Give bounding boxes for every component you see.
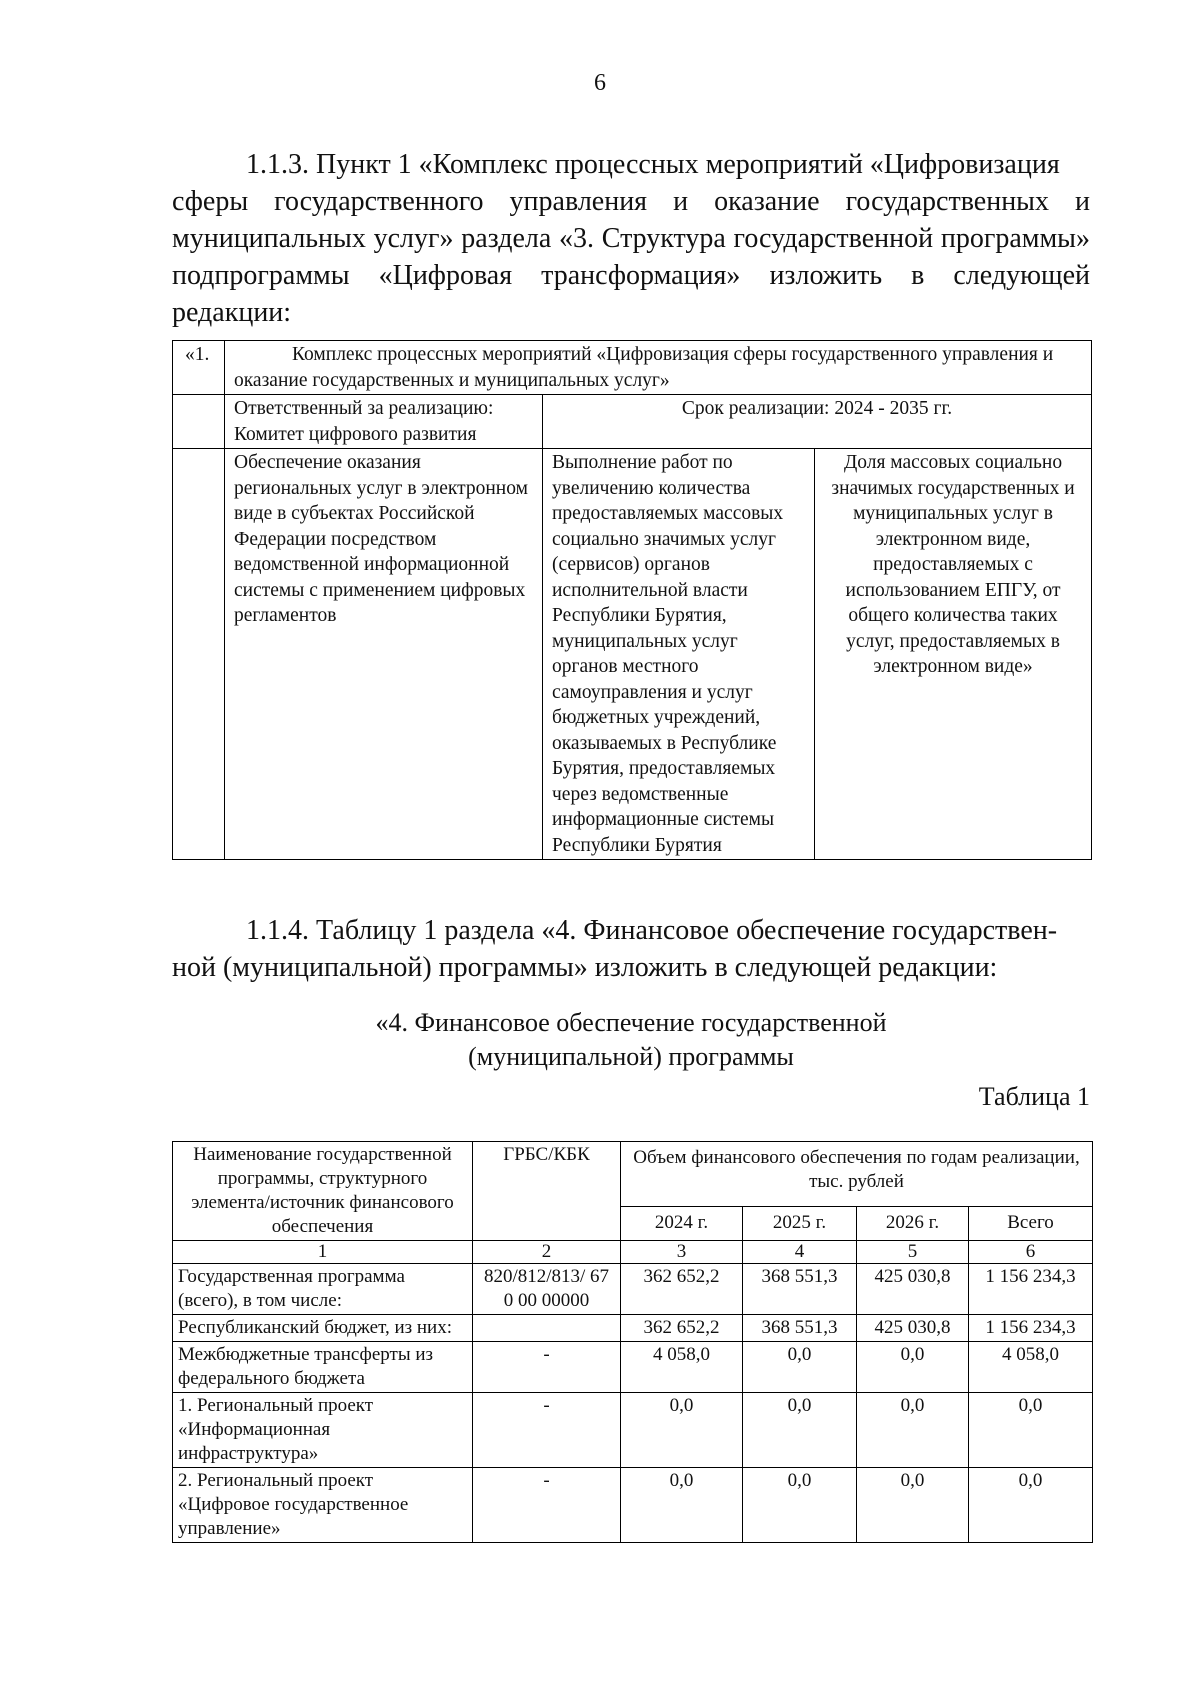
paragraph-1-1-3 [172, 146, 1090, 331]
row-name: Государственная программа (всего), в том числе: [173, 1264, 473, 1315]
row-name: 2. Региональный проект «Цифровое государственное управление» [173, 1468, 473, 1543]
empty-cell [173, 395, 225, 449]
structure-row-number: «1. [173, 341, 225, 395]
row-name: Республиканский бюджет, из них: [173, 1315, 473, 1342]
row-code: 820/812/813/ 67 0 00 00000 [473, 1264, 621, 1315]
row-code: - [473, 1393, 621, 1468]
finance-table [172, 1141, 1093, 1543]
row-total: 0,0 [969, 1393, 1093, 1468]
table-row [173, 1468, 1093, 1543]
program-structure-table [172, 340, 1092, 860]
row-2025: 0,0 [743, 1342, 857, 1393]
row-name: 1. Региональный проект «Информационная инфраструктура» [173, 1393, 473, 1468]
section-title [172, 1006, 1090, 1074]
row-2024: 0,0 [621, 1393, 743, 1468]
row-2026: 0,0 [857, 1342, 969, 1393]
paragraph-1-1-3-first-line: 1.1.3. Пункт 1 «Комплекс процессных мероприятий «Цифровизация [246, 149, 1060, 180]
structure-title: Комплекс процессных мероприятий «Цифровизация сферы государственного управления и оказание государственных и муниципальных услуг» [225, 341, 1092, 395]
table-row [173, 1315, 1093, 1342]
row-2026: 0,0 [857, 1393, 969, 1468]
row-total: 1 156 234,3 [969, 1264, 1093, 1315]
section-title-line-1: «4. Финансовое обеспечение государственной [375, 1008, 887, 1037]
header-volume: Объем финансового обеспечения по годам реализации, тыс. рублей [621, 1142, 1093, 1207]
row-total: 0,0 [969, 1468, 1093, 1543]
row-2026: 425 030,8 [857, 1264, 969, 1315]
table-row [173, 1342, 1093, 1393]
row-2024: 0,0 [621, 1468, 743, 1543]
structure-task-row [173, 449, 1092, 860]
index-cell: 3 [621, 1241, 743, 1264]
row-2026: 0,0 [857, 1468, 969, 1543]
finance-header-row-1 [173, 1142, 1093, 1207]
header-name: Наименование государственной программы, структурного элемента/источник финансового обеспечения [173, 1142, 473, 1241]
paragraph-1-1-4 [172, 912, 1090, 986]
row-2025: 0,0 [743, 1468, 857, 1543]
index-cell: 2 [473, 1241, 621, 1264]
row-code: - [473, 1468, 621, 1543]
paragraph-1-1-4-first-line: 1.1.4. Таблицу 1 раздела «4. Финансовое обеспечение государствен- [246, 915, 1058, 946]
structure-title-row [173, 341, 1092, 395]
row-code: - [473, 1342, 621, 1393]
section-title-line-2: (муниципальной) программы [468, 1042, 794, 1071]
table-row [173, 1393, 1093, 1468]
header-total: Всего [969, 1206, 1093, 1240]
row-code [473, 1315, 621, 1342]
row-2024: 4 058,0 [621, 1342, 743, 1393]
finance-index-row [173, 1241, 1093, 1264]
paragraph-1-1-4-rest: ной (муниципальной) программы» изложить в следующей редакции: [172, 952, 998, 983]
index-cell: 4 [743, 1241, 857, 1264]
paragraph-1-1-3-rest: сферы государственного управления и оказание государственных и муниципальных услуг» раздела «3. Структура государственной программы» подпрограммы «Цифровая трансформация» изложить в следующей редакции: [172, 186, 1090, 328]
index-cell: 5 [857, 1241, 969, 1264]
table-label: Таблица 1 [978, 1082, 1090, 1111]
table-row [173, 1264, 1093, 1315]
row-2024: 362 652,2 [621, 1264, 743, 1315]
row-2024: 362 652,2 [621, 1315, 743, 1342]
row-total: 1 156 234,3 [969, 1315, 1093, 1342]
row-total: 4 058,0 [969, 1342, 1093, 1393]
structure-period: Срок реализации: 2024 - 2035 гг. [543, 395, 1092, 449]
row-2025: 368 551,3 [743, 1264, 857, 1315]
header-year-2025: 2025 г. [743, 1206, 857, 1240]
index-cell: 1 [173, 1241, 473, 1264]
structure-effect: Выполнение работ по увеличению количества предоставляемых массовых социально значимых услуг (сервисов) органов исполнительной власти Республики Бурятия, муниципальных услуг органов местного самоуправления и услуг бюджетных учреждений, оказываемых в Республике Бурятия, предоставляемых через ведомственные информационные системы Республики Бурятия [543, 449, 815, 860]
row-2026: 425 030,8 [857, 1315, 969, 1342]
empty-cell [173, 449, 225, 860]
structure-responsible: Ответственный за реализацию: Комитет цифрового развития [225, 395, 543, 449]
structure-task: Обеспечение оказания региональных услуг в электронном виде в субъектах Российской Федерации посредством ведомственной информационной системы с применением цифровых регламентов [225, 449, 543, 860]
page-number: 6 [594, 70, 606, 96]
header-year-2024: 2024 г. [621, 1206, 743, 1240]
index-cell: 6 [969, 1241, 1093, 1264]
header-grbs: ГРБС/КБК [473, 1142, 621, 1241]
row-2025: 368 551,3 [743, 1315, 857, 1342]
structure-responsible-row [173, 395, 1092, 449]
row-2025: 0,0 [743, 1393, 857, 1468]
structure-indicator: Доля массовых социально значимых государственных и муниципальных услуг в электронном виде, предоставляемых с использованием ЕПГУ, от общего количества таких услуг, предоставляемых в электронном виде» [815, 449, 1092, 860]
row-name: Межбюджетные трансферты из федерального бюджета [173, 1342, 473, 1393]
header-year-2026: 2026 г. [857, 1206, 969, 1240]
